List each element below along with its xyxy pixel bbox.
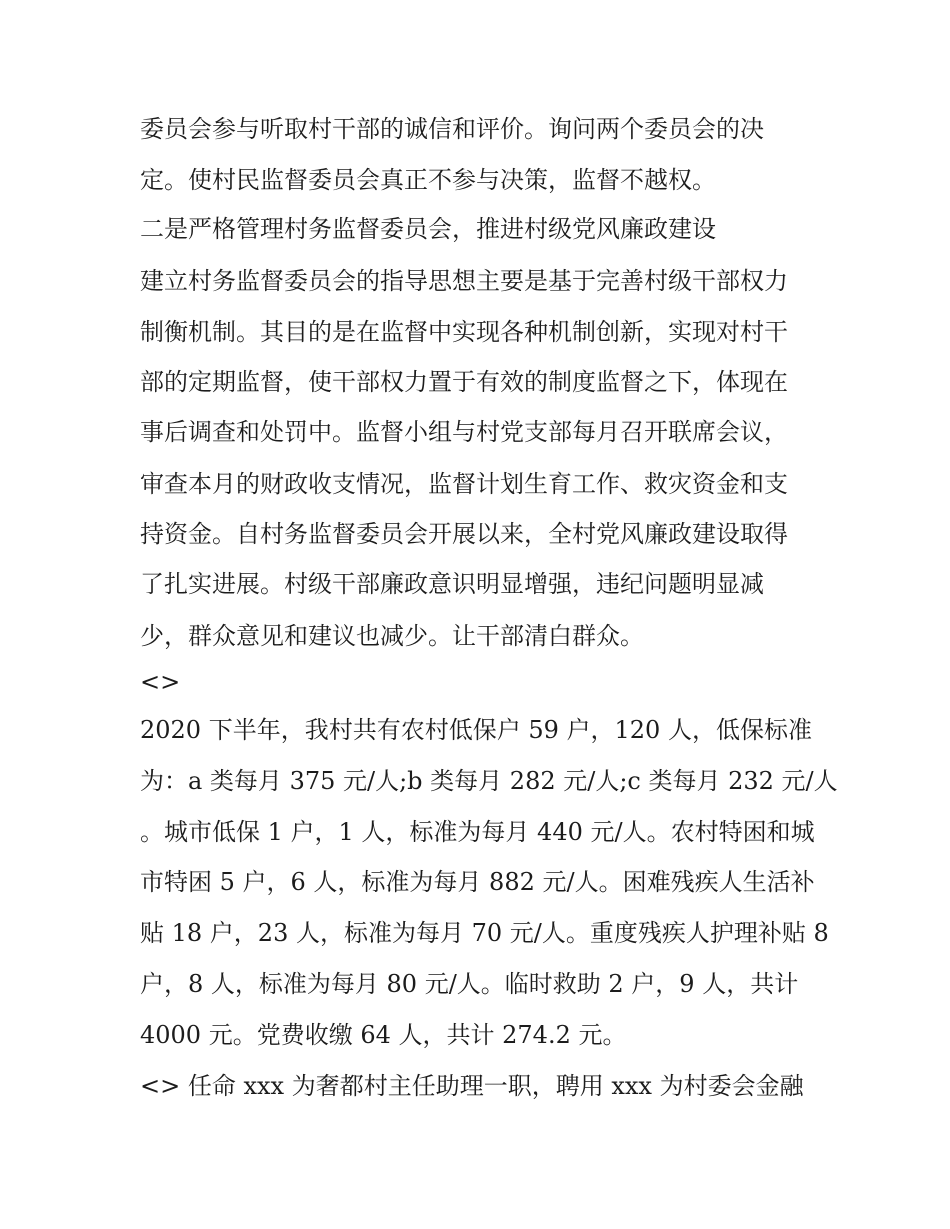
- text-line: 建立村务监督委员会的指导思想主要是基于完善村级干部权力: [140, 267, 788, 295]
- text-line: 了扎实进展。村级干部廉政意识明显增强，违纪问题明显减: [140, 570, 764, 598]
- text-line: <>: [140, 668, 181, 696]
- text-line: 事后调查和处罚中。监督小组与村党支部每月召开联席会议，: [140, 418, 788, 446]
- text-line: 为：a 类每月 375 元/人;b 类每月 282 元/人;c 类每月 232 元/人: [140, 767, 838, 795]
- text-line: 。城市低保 1 户，1 人，标准为每月 440 元/人。农村特困和城: [140, 818, 815, 846]
- text-line: 市特困 5 户，6 人，标准为每月 882 元/人。困难残疾人生活补: [140, 868, 815, 896]
- text-line: 定。使村民监督委员会真正不参与决策，监督不越权。: [140, 166, 716, 194]
- text-line: 户，8 人，标准为每月 80 元/人。临时救助 2 户，9 人，共计: [140, 970, 799, 998]
- text-line: <> 任命 xxx 为奢都村主任助理一职，聘用 xxx 为村委会金融: [140, 1072, 804, 1100]
- text-line: 持资金。自村务监督委员会开展以来，全村党风廉政建设取得: [140, 520, 788, 548]
- text-line: 4000 元。党费收缴 64 人，共计 274.2 元。: [140, 1021, 627, 1049]
- text-line: 二是严格管理村务监督委员会，推进村级党风廉政建设: [140, 215, 716, 243]
- text-line: 审查本月的财政收支情况，监督计划生育工作、救灾资金和支: [140, 470, 788, 498]
- text-line: 部的定期监督，使干部权力置于有效的制度监督之下，体现在: [140, 368, 788, 396]
- text-line: 委员会参与听取村干部的诚信和评价。询问两个委员会的决: [140, 115, 764, 143]
- text-line: 少，群众意见和建议也减少。让干部清白群众。: [140, 622, 644, 650]
- text-line: 贴 18 户，23 人，标准为每月 70 元/人。重度残疾人护理补贴 8: [140, 919, 829, 947]
- text-line: 制衡机制。其目的是在监督中实现各种机制创新，实现对村干: [140, 318, 788, 346]
- text-line: 2020 下半年，我村共有农村低保户 59 户，120 人，低保标准: [140, 716, 812, 744]
